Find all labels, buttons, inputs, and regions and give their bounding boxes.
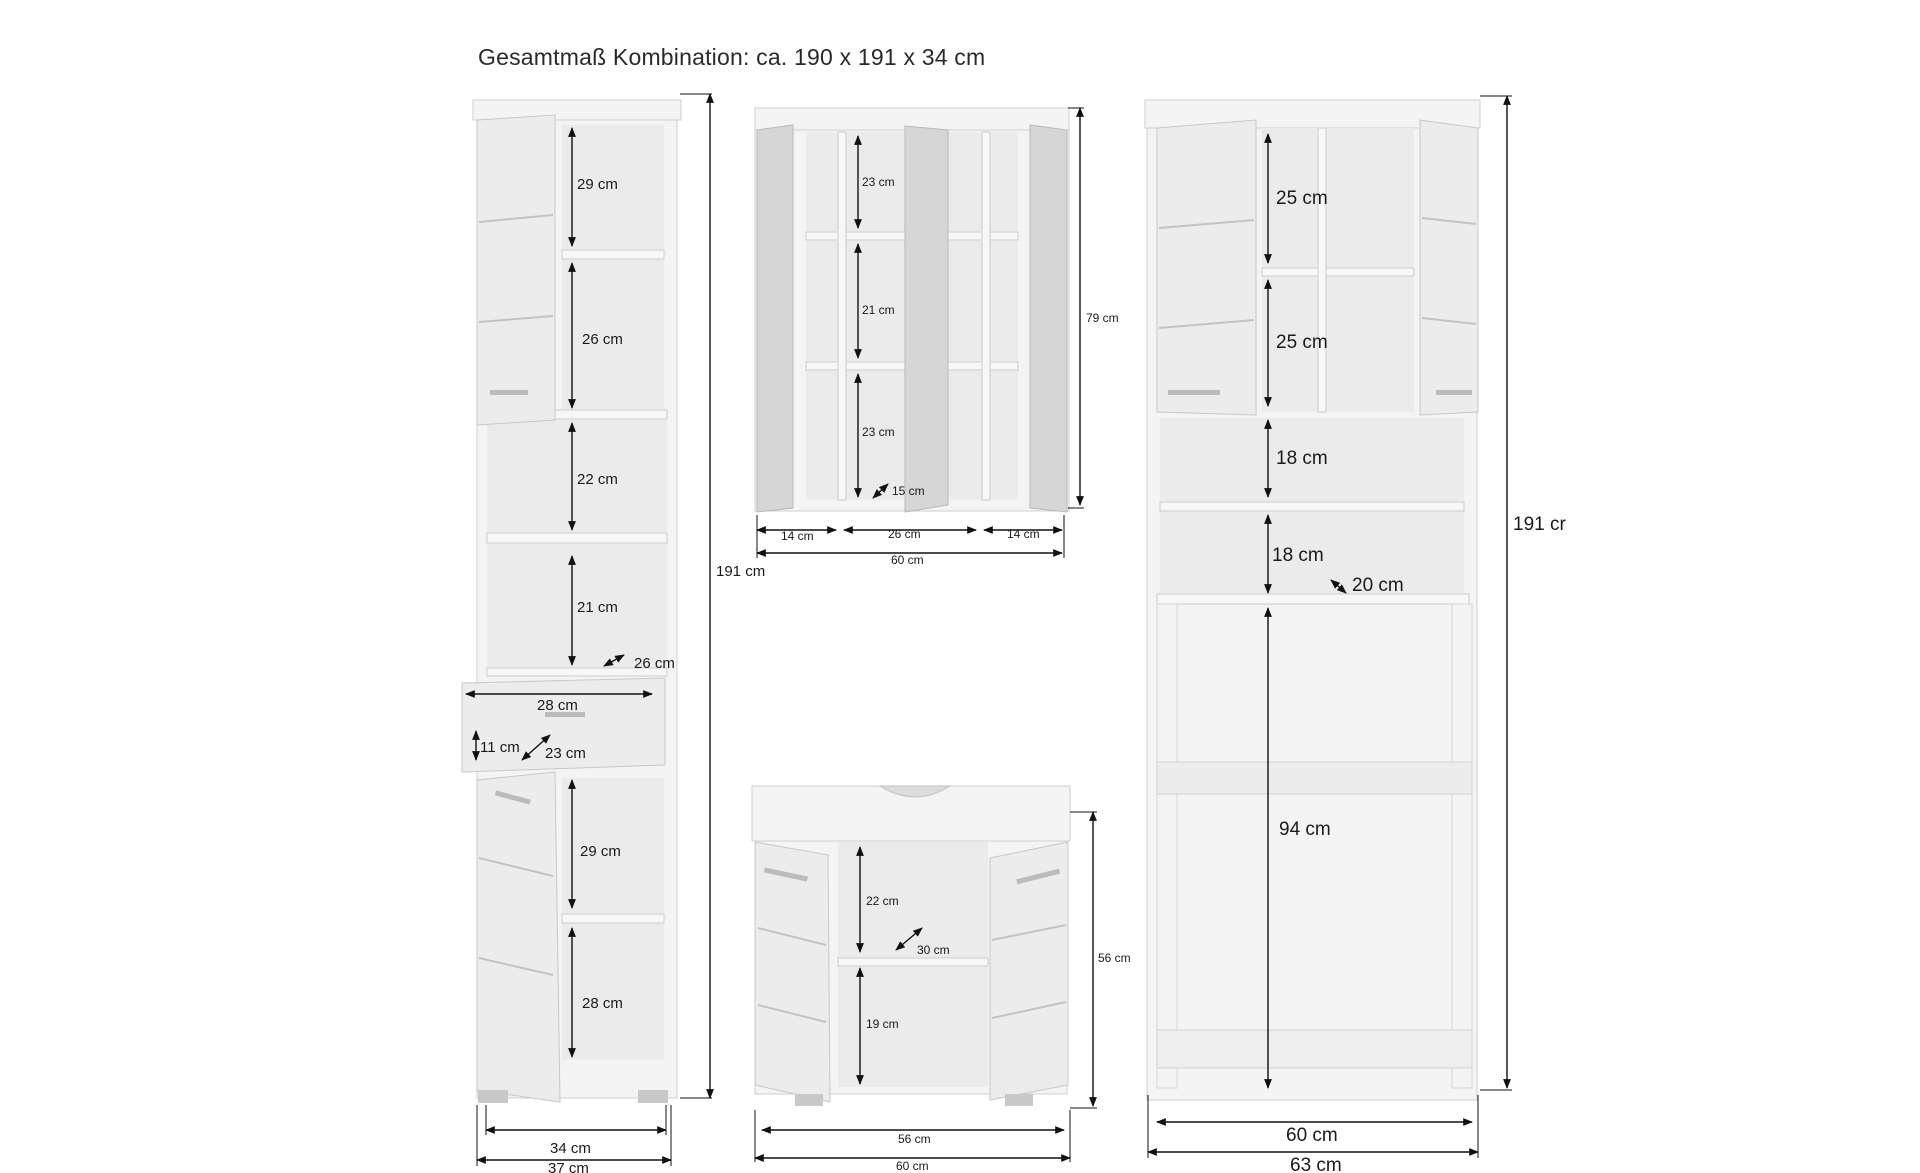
washer-crossbar xyxy=(1157,762,1472,794)
dim-label: 34 cm xyxy=(550,1140,591,1157)
dim-label: 191 cr xyxy=(1513,514,1566,535)
tall-upper-door xyxy=(477,115,555,425)
dim-label: 18 cm xyxy=(1276,448,1328,469)
dim-label: 25 cm xyxy=(1276,332,1328,353)
dim-label: 14 cm xyxy=(781,529,814,543)
dim-label: 28 cm xyxy=(537,697,578,714)
vanity-door-left xyxy=(755,842,830,1102)
dim-label: 56 cm xyxy=(898,1132,931,1146)
washer-door-left xyxy=(1157,120,1256,415)
tall-upper-handle xyxy=(490,390,528,395)
mirror-door-center xyxy=(905,126,948,512)
dim-label: 22 cm xyxy=(866,894,899,908)
tall-foot-left xyxy=(478,1090,508,1103)
mirror-door-left xyxy=(757,125,793,512)
washer-left-handle xyxy=(1168,390,1220,395)
washer-open-shelf xyxy=(1160,502,1464,511)
tall-upper-interior xyxy=(562,125,664,415)
tall-lower-shelf xyxy=(562,914,664,923)
dim-label: 15 cm xyxy=(892,484,925,498)
dim-label: 23 cm xyxy=(862,175,895,189)
vanity-cabinet xyxy=(752,786,1131,1173)
dim-label: 26 cm xyxy=(888,527,921,541)
mirror-door-right xyxy=(1030,125,1067,512)
dim-label: 22 cm xyxy=(577,471,618,488)
vanity-foot-right xyxy=(1005,1094,1033,1106)
dim-label: 37 cm xyxy=(548,1160,589,1173)
dim-label: 28 cm xyxy=(582,995,623,1012)
dim-label: 191 cm xyxy=(716,563,766,580)
washer-bottom-shelf xyxy=(1157,594,1469,604)
dim-label: 30 cm xyxy=(917,943,950,957)
dim-label: 18 cm xyxy=(1272,545,1324,566)
dim-label: 79 cm xyxy=(1086,311,1119,325)
dim-label: 23 cm xyxy=(862,425,895,439)
washer-cabinet xyxy=(1145,96,1566,1173)
washer-door-right xyxy=(1420,120,1478,415)
mirror-cabinet xyxy=(755,108,1119,567)
dim-label: 26 cm xyxy=(634,655,675,672)
dim-label: 25 cm xyxy=(1276,188,1328,209)
dim-label: 21 cm xyxy=(577,599,618,616)
dim-label: 19 cm xyxy=(866,1017,899,1031)
washer-left-leg xyxy=(1157,604,1177,1088)
dim-label: 21 cm xyxy=(862,303,895,317)
mirror-divider-left xyxy=(838,132,846,500)
dim-label: 23 cm xyxy=(545,745,586,762)
tall-upper-shelf xyxy=(562,250,664,259)
tall-open-shelf xyxy=(487,533,667,543)
dim-label: 29 cm xyxy=(577,176,618,193)
washer-right-handle xyxy=(1436,390,1472,395)
dim-label: 20 cm xyxy=(1352,575,1404,596)
page-title: Gesamtmaß Kombination: ca. 190 x 191 x 34 cm xyxy=(478,44,986,70)
dim-label: 11 cm xyxy=(480,739,520,756)
tall-cabinet-top xyxy=(473,100,681,120)
dim-label: 94 cm xyxy=(1279,819,1331,840)
dim-label: 14 cm xyxy=(1007,527,1040,541)
vanity-shelf xyxy=(838,958,988,966)
vanity-foot-left xyxy=(795,1094,823,1106)
tall-lower-door xyxy=(477,772,560,1102)
dim-label: 60 cm xyxy=(896,1159,929,1173)
dim-label: 29 cm xyxy=(580,843,621,860)
washer-right-leg xyxy=(1452,604,1472,1088)
dim-label: 26 cm xyxy=(582,331,623,348)
mirror-divider-right xyxy=(982,132,990,500)
washer-upper-shelf xyxy=(1262,268,1414,276)
washer-base-panel xyxy=(1157,1030,1472,1068)
washer-upper-divider xyxy=(1318,128,1326,412)
tall-open-interior xyxy=(487,420,667,670)
dim-label: 60 cm xyxy=(891,553,924,567)
dim-label: 63 cm xyxy=(1290,1155,1342,1173)
dim-label: 56 cm xyxy=(1098,951,1131,965)
dim-label: 60 cm xyxy=(1286,1125,1338,1146)
tall-cabinet xyxy=(462,94,765,1173)
tall-foot-right xyxy=(638,1090,668,1103)
